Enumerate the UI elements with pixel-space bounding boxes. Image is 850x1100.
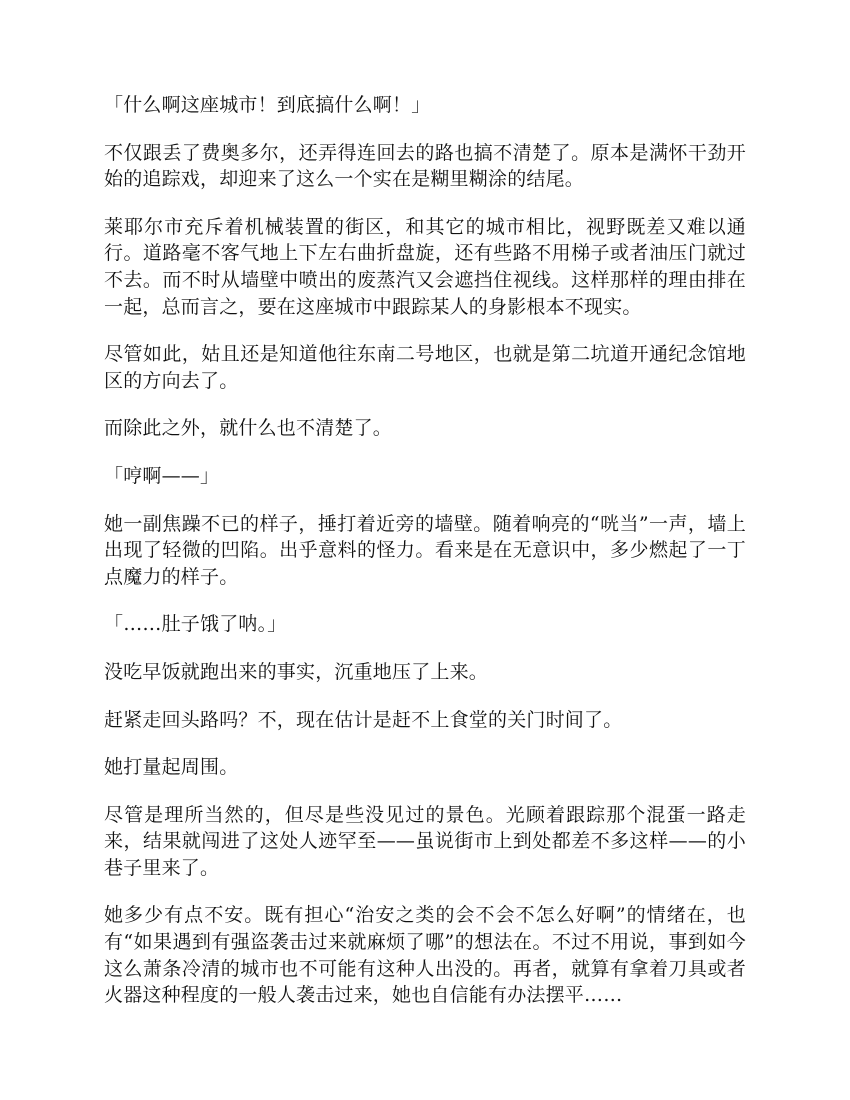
paragraph-12: 尽管是理所当然的，但尽是些没见过的景色。光顾着跟踪那个混蛋一路走来，结果就闯进了这处人迹罕至——虽说街市上到处都差不多这样——的小巷子里来了。 [104, 803, 746, 879]
paragraph-7: 她一副焦躁不已的样子，捶打着近旁的墙壁。随着响亮的“咣当”一声，墙上出现了轻微的凹陷。出乎意料的怪力。看来是在无意识中，多少燃起了一丁点魔力的样子。 [104, 512, 746, 588]
paragraph-11: 她打量起周围。 [104, 756, 239, 779]
paragraph-2: 不仅跟丢了费奥多尔，还弄得连回去的路也搞不清楚了。原本是满怀干劲开始的追踪戏，却迎来了这么一个实在是糊里糊涂的结尾。 [104, 141, 746, 191]
paragraph-10: 赶紧走回头路吗？不，现在估计是赶不上食堂的关门时间了。 [104, 708, 623, 731]
paragraph-9: 没吃早饭就跑出来的事实，沉重地压了上来。 [104, 660, 489, 683]
paragraph-5: 而除此之外，就什么也不清楚了。 [104, 417, 393, 440]
paragraph-6: 「哼啊——」 [104, 464, 220, 487]
paragraph-13: 她多少有点不安。既有担心“治安之类的会不会不怎么好啊”的情绪在，也有“如果遇到有强盗袭击过来就麻烦了哪”的想法在。不过不用说，事到如今这么萧条冷清的城市也不可能有这种人出没的。再者，就算有拿着刀具或者火器这种程度的一般人袭击过来，她也自信能有办法摆平…… [104, 904, 746, 1007]
paragraph-3: 莱耶尔市充斥着机械装置的街区，和其它的城市相比，视野既差又难以通行。道路毫不客气地上下左右曲折盘旋，还有些路不用梯子或者油压门就过不去。而不时从墙壁中喷出的废蒸汽又会遮挡住视线。这样那样的理由排在一起，总而言之，要在这座城市中跟踪某人的身影根本不现实。 [104, 215, 746, 318]
paragraph-4: 尽管如此，姑且还是知道他往东南二号地区，也就是第二坑道开通纪念馆地区的方向去了。 [104, 343, 746, 392]
paragraph-1: 「什么啊这座城市！到底搞什么啊！」 [104, 94, 431, 116]
paragraph-8: 「……肚子饿了呐。」 [104, 613, 287, 636]
document-page [104, 92, 746, 1030]
